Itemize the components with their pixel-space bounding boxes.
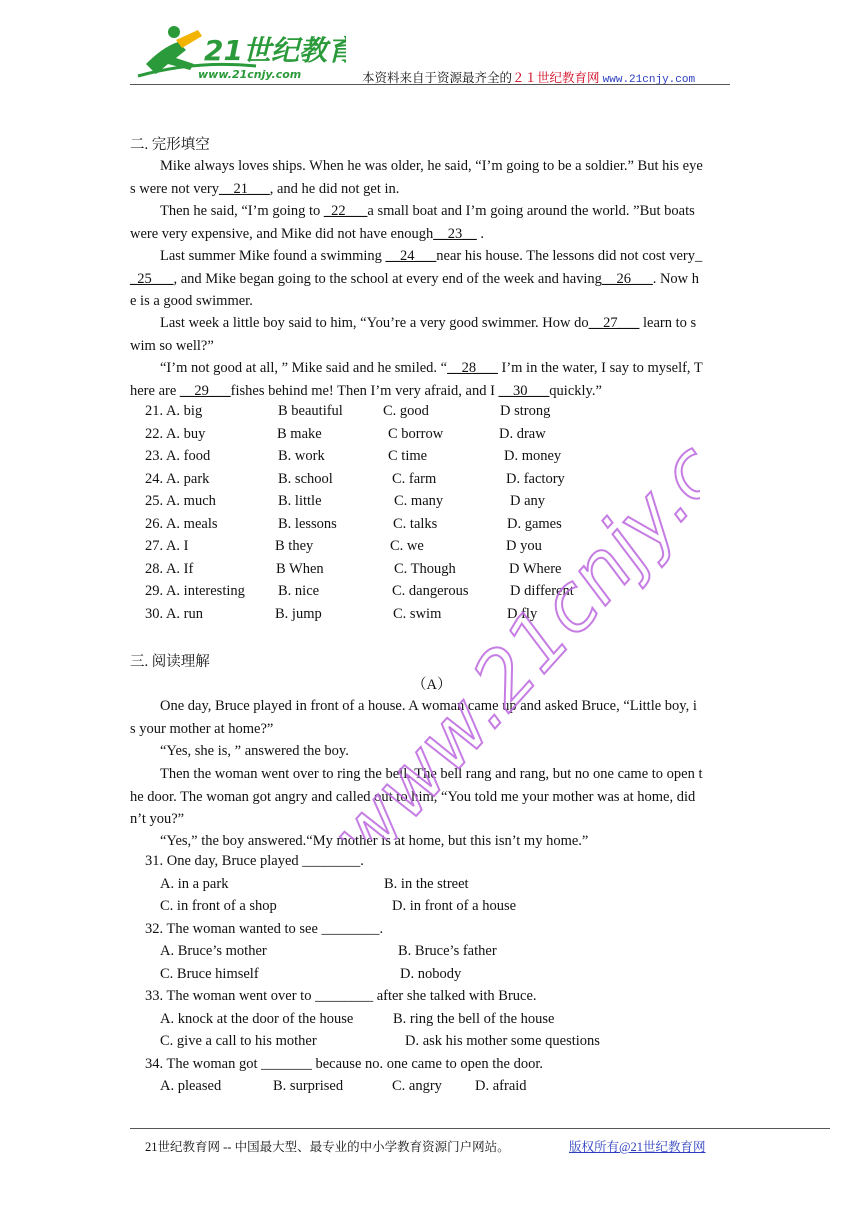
passage-text: Then the woman went over to ring the bell. The bell rang and rang, but no one came to open t [160, 766, 703, 782]
cloze-text: were very expensive, and Mike did not have enough [130, 225, 434, 242]
option-d: D. factory [506, 470, 565, 487]
question-31: 31. One day, Bruce played ________. [145, 853, 364, 869]
passage-label: （A） [412, 677, 452, 693]
option-b: B. Bruce’s father [398, 943, 497, 959]
blank-26: __26___ [601, 270, 653, 287]
option-a: 29. A. interesting [145, 583, 245, 599]
option-c: C. we [390, 538, 424, 554]
cloze-paragraph-3 [130, 245, 730, 313]
option-c: C borrow [388, 425, 444, 442]
option-b: B they [275, 538, 314, 554]
passage-paragraph-4: “Yes,” the boy answered.“My mother is at home, but this isn’t my home.” [160, 833, 589, 849]
option-c: C. good [383, 403, 429, 419]
blank-21: __21___ [218, 180, 270, 197]
passage-paragraph-1 [130, 695, 730, 740]
cloze-text: Last week a little boy said to him, “You’re a very good swimmer. How do [160, 315, 589, 331]
option-b: B make [277, 425, 322, 442]
option-d: D. games [507, 515, 562, 532]
passage-text: One day, Bruce played in front of a house. A woman came up and asked Bruce, “Little boy, i [160, 698, 697, 714]
blank-27: __27___ [588, 315, 640, 331]
section-title-reading: 三. 阅读理解 [130, 654, 210, 670]
cloze-text: Mike always loves ships. When he was older, he said, “I’m going to be a soldier.” But his eye [160, 158, 703, 174]
blank-25: _25___ [130, 270, 174, 287]
passage-paragraph-3 [130, 763, 730, 831]
option-c: C. talks [393, 515, 438, 532]
cloze-text: e is a good swimmer. [130, 293, 253, 309]
cloze-paragraph-5 [130, 357, 730, 402]
footer-divider [130, 1128, 830, 1129]
option-a: A. Bruce’s mother [160, 943, 267, 959]
option-d: D you [506, 538, 542, 554]
option-a: 27. A. I [145, 538, 189, 554]
watermark-text: www.21cnjy.com [314, 440, 700, 840]
option-b: B. little [278, 493, 322, 509]
cloze-text: wim so well?” [130, 337, 214, 354]
option-d: D strong [500, 403, 551, 419]
option-c: C time [388, 448, 428, 464]
option-b: B. surprised [273, 1078, 344, 1094]
option-c: C. many [394, 493, 444, 509]
option-d: D. money [504, 448, 562, 464]
header-note-prefix: 本资料来自于资源最齐全的 [362, 71, 513, 85]
option-a: A. knock at the door of the house [160, 1011, 354, 1027]
blank-24: __24___ [385, 248, 437, 264]
option-a: 28. A. If [145, 560, 194, 577]
passage-text: n’t you?” [130, 811, 185, 827]
option-a: 26. A. meals [145, 515, 218, 532]
option-c: C. Bruce himself [160, 966, 259, 982]
header-divider [130, 84, 730, 85]
cloze-text: quickly.” [549, 382, 602, 399]
passage-text: he door. The woman got angry and called out to him, “You told me your mother was at home, did [130, 788, 696, 805]
cloze-text: I’m in the water, I say to myself, T [497, 360, 703, 376]
cloze-text: . Now h [652, 270, 700, 287]
option-c: C. angry [392, 1078, 442, 1094]
option-c: C. Though [394, 560, 456, 577]
option-b: B. ring the bell of the house [393, 1011, 555, 1027]
passage-paragraph-2: “Yes, she is, ” answered the boy. [160, 743, 349, 759]
cloze-paragraph-4 [130, 312, 730, 357]
option-d: D any [510, 493, 546, 509]
blank-28: __28___ [447, 360, 498, 376]
footer-copyright-link[interactable]: 版权所有@21世纪教育网 [569, 1140, 706, 1154]
site-logo [136, 24, 346, 86]
option-c: C. give a call to his mother [160, 1033, 317, 1049]
option-b: B. in the street [384, 876, 469, 892]
option-a: 24. A. park [145, 470, 210, 487]
option-b: B beautiful [278, 403, 343, 419]
cloze-text: near his house. The lessons did not cost very_ [436, 248, 703, 264]
option-b: B When [276, 560, 324, 577]
option-b: B. work [278, 448, 325, 464]
option-d: D. in front of a house [392, 898, 517, 914]
cloze-text: here are [130, 382, 180, 399]
option-d: D. afraid [475, 1078, 527, 1094]
logo-url: www.21cnjy.com [198, 68, 302, 81]
section-title-cloze: 二. 完形填空 [130, 137, 210, 153]
blank-22: _22___ [323, 203, 368, 219]
option-a: 22. A. buy [145, 425, 206, 442]
passage-text: s your mother at home?” [130, 720, 274, 737]
cloze-text: Last summer Mike found a swimming [160, 248, 386, 264]
option-c: C. in front of a shop [160, 898, 277, 914]
option-a: A. pleased [160, 1078, 222, 1094]
option-a: 30. A. run [145, 605, 203, 622]
question-32: 32. The woman wanted to see ________. [145, 921, 384, 937]
footer-text: 21世纪教育网 -- 中国最大型、最专业的中小学教育资源门户网站。 [145, 1140, 510, 1154]
option-a: 25. A. much [145, 493, 216, 509]
cloze-text: , and Mike began going to the school at every end of the week and having [173, 270, 602, 287]
option-d: D fly [507, 605, 538, 622]
cloze-text: . [476, 225, 484, 242]
option-d: D different [510, 583, 574, 599]
question-33: 33. The woman went over to ________ after she talked with Bruce. [145, 988, 537, 1004]
option-b: B. nice [278, 583, 320, 599]
option-d: D. ask his mother some questions [405, 1033, 600, 1049]
option-a: 21. A. big [145, 403, 203, 419]
cloze-paragraph-1 [130, 155, 730, 200]
option-c: C. dangerous [392, 583, 469, 599]
cloze-text: fishes behind me! Then I’m very afraid, and I [230, 382, 499, 399]
option-a: 23. A. food [145, 448, 211, 464]
cloze-text: learn to s [639, 315, 697, 331]
option-d: D. nobody [400, 966, 462, 982]
cloze-text: “I’m not good at all, ” Mike said and he smiled. “ [160, 360, 448, 376]
cloze-text: a small boat and I’m going around the world. ”But boats [367, 203, 695, 219]
cloze-text: s were not very [130, 180, 219, 197]
cloze-text: , and he did not get in. [269, 180, 400, 197]
blank-30: __30___ [498, 382, 550, 399]
logo-text: 21世纪教育 [204, 34, 346, 67]
option-c: C. farm [392, 470, 437, 487]
blank-29: __29___ [179, 382, 231, 399]
option-a: A. in a park [160, 876, 229, 892]
option-d: D Where [509, 560, 562, 577]
header-note-url[interactable]: www.21cnjy.com [602, 74, 696, 86]
cloze-options [145, 403, 705, 633]
header-note-brand: ２１世纪教育网 [512, 71, 600, 85]
cloze-paragraph-2 [130, 200, 730, 245]
option-b: B. jump [275, 605, 322, 622]
option-c: C. swim [393, 605, 442, 622]
option-b: B. school [278, 470, 333, 487]
question-34: 34. The woman got _______ because no. one came to open the door. [145, 1056, 543, 1072]
blank-23: __23__ [433, 225, 477, 242]
option-d: D. draw [499, 425, 546, 442]
option-b: B. lessons [278, 515, 337, 532]
cloze-text: Then he said, “I’m going to [160, 203, 324, 219]
